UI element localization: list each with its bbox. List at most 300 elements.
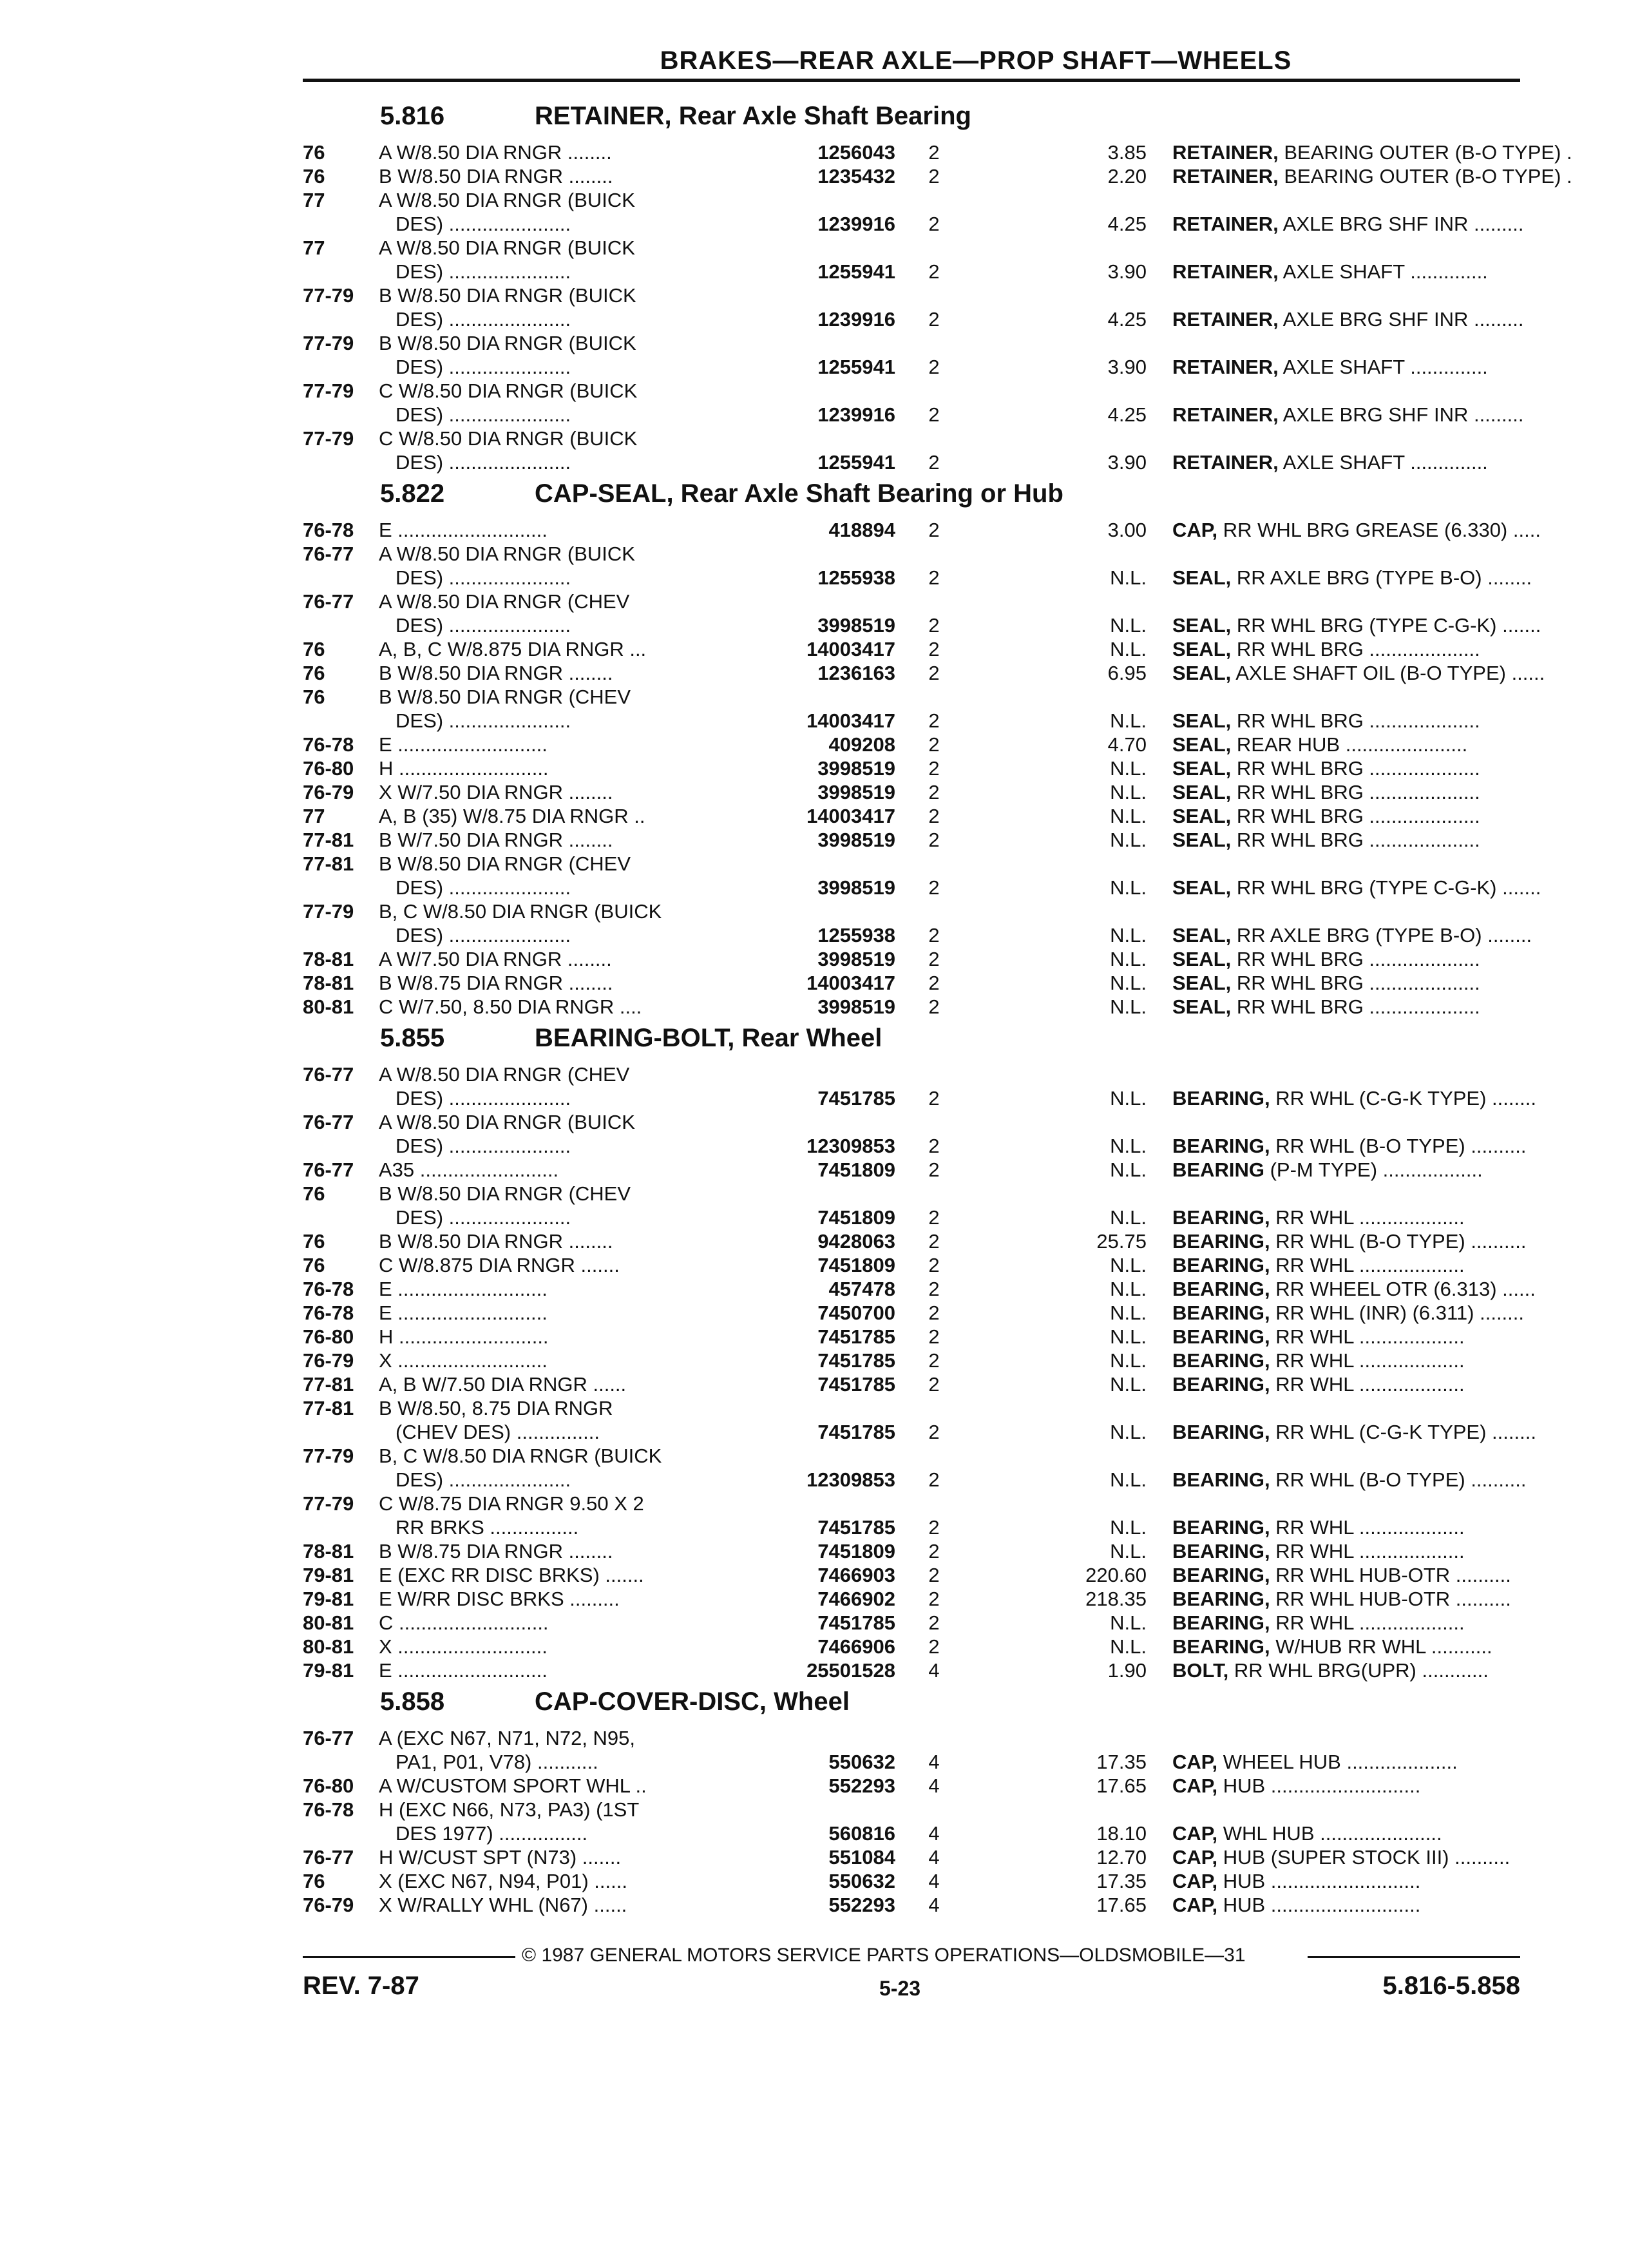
part-name-keyword: SEAL, <box>1172 972 1232 994</box>
part-number: 1239916 <box>817 213 895 235</box>
part-name-keyword: BEARING, <box>1172 1230 1270 1253</box>
part-name <box>1172 709 1520 733</box>
application-description <box>379 1492 714 1539</box>
application-description <box>379 852 714 899</box>
quantity: 2 <box>928 924 940 947</box>
application-description <box>379 1611 714 1635</box>
part-name-detail: AXLE SHAFT .............. <box>1278 451 1488 474</box>
description-line: H ........................... <box>379 757 549 780</box>
section-number: 5.822 <box>380 479 445 508</box>
description-line: PA1, P01, V78) ........... <box>396 1751 598 1773</box>
part-row <box>303 637 1520 661</box>
part-name-detail: RR WHL (B-O TYPE) .......... <box>1270 1468 1527 1491</box>
quantity: 2 <box>928 1254 940 1276</box>
part-number: 560816 <box>828 1822 895 1845</box>
model-years: 76-77 <box>303 1063 354 1086</box>
price: 3.90 <box>1107 260 1147 283</box>
description-line: B W/8.50 DIA RNGR ........ <box>379 165 613 187</box>
price: N.L. <box>1110 1325 1147 1348</box>
part-number: 7451809 <box>817 1206 895 1229</box>
part-name <box>1172 661 1545 685</box>
part-row <box>303 995 1520 1019</box>
part-name-detail: HUB ........................... <box>1217 1870 1421 1892</box>
part-name-keyword: BEARING, <box>1172 1349 1270 1372</box>
part-number: 409208 <box>828 733 895 756</box>
part-row <box>303 1229 1527 1253</box>
part-name-keyword: BEARING, <box>1172 1540 1270 1562</box>
section-number: 5.816 <box>380 102 445 130</box>
quantity: 2 <box>928 1302 940 1324</box>
part-name <box>1172 923 1532 947</box>
description-line: DES) ...................... <box>396 1087 571 1110</box>
application-description <box>379 164 714 188</box>
part-name-detail: RR WHL BRG .................... <box>1231 757 1480 780</box>
description-line: X ........................... <box>379 1635 548 1658</box>
part-row <box>303 188 1524 236</box>
description-line: X W/RALLY WHL (N67) ...... <box>379 1894 627 1916</box>
part-name <box>1172 733 1520 756</box>
application-description <box>379 685 714 733</box>
part-name <box>1172 1301 1525 1325</box>
part-name-detail: RR WHL ................... <box>1270 1516 1465 1539</box>
quantity: 2 <box>928 805 940 827</box>
description-line: E ........................... <box>379 1659 548 1682</box>
part-name-keyword: BEARING, <box>1172 1325 1270 1348</box>
price: 2.20 <box>1107 165 1147 187</box>
description-line: H (EXC N66, N73, PA3) (1ST <box>379 1798 640 1821</box>
part-name <box>1172 613 1541 637</box>
part-number: 7451785 <box>817 1611 895 1634</box>
description-line: H W/CUST SPT (N73) ....... <box>379 1846 622 1869</box>
part-name <box>1172 1750 1520 1774</box>
part-row <box>303 1182 1520 1229</box>
part-name-keyword: BEARING, <box>1172 1421 1270 1443</box>
model-years: 76-80 <box>303 757 354 780</box>
price: N.L. <box>1110 638 1147 660</box>
quantity: 2 <box>928 733 940 756</box>
part-row <box>303 804 1520 828</box>
part-name-detail: RR WHL ................... <box>1270 1540 1465 1562</box>
description-line: A (EXC N67, N71, N72, N95, <box>379 1727 636 1749</box>
part-name-keyword: BEARING, <box>1172 1278 1270 1300</box>
description-line: B W/8.50 DIA RNGR (CHEV <box>379 1182 631 1205</box>
part-name <box>1172 876 1541 899</box>
part-name-keyword: BEARING, <box>1172 1611 1270 1634</box>
price: 6.95 <box>1107 662 1147 684</box>
model-years: 76-79 <box>303 1894 354 1916</box>
price: 17.35 <box>1096 1751 1147 1773</box>
price: N.L. <box>1110 1302 1147 1324</box>
application-description <box>379 1110 714 1158</box>
application-description <box>379 756 714 780</box>
part-name-detail: RR WHL ................... <box>1270 1254 1465 1276</box>
description-line: (CHEV DES) ............... <box>396 1421 600 1443</box>
part-name-keyword: BEARING, <box>1172 1302 1270 1324</box>
copyright-notice: © 1987 GENERAL MOTORS SERVICE PARTS OPERATIONS—OLDSMOBILE—31 <box>522 1945 1246 1966</box>
description-line: DES) ...................... <box>396 308 571 331</box>
part-row <box>303 899 1532 947</box>
part-number: 1255938 <box>817 924 895 947</box>
part-number: 552293 <box>828 1774 895 1797</box>
description-line: DES) ...................... <box>396 1135 571 1157</box>
description-line: X ........................... <box>379 1349 548 1372</box>
price: N.L. <box>1110 1087 1147 1110</box>
part-name-keyword: RETAINER, <box>1172 165 1279 187</box>
description-line: DES) ...................... <box>396 566 571 589</box>
model-years: 77 <box>303 805 325 827</box>
part-name-detail: RR WHL BRG .................... <box>1231 805 1480 827</box>
description-line: X (EXC N67, N94, P01) ...... <box>379 1870 627 1892</box>
part-name-detail: RR WHL BRG .................... <box>1231 709 1480 732</box>
quantity: 2 <box>928 1349 940 1372</box>
application-description <box>379 804 714 828</box>
model-years: 77-81 <box>303 852 354 875</box>
part-row <box>303 756 1520 780</box>
model-years: 76-78 <box>303 1302 354 1324</box>
price: N.L. <box>1110 995 1147 1018</box>
price: N.L. <box>1110 948 1147 970</box>
part-name <box>1172 1635 1520 1658</box>
application-description <box>379 637 714 661</box>
part-number: 552293 <box>828 1894 895 1916</box>
quantity: 2 <box>928 1135 940 1157</box>
quantity: 4 <box>928 1846 940 1869</box>
part-row <box>303 1110 1527 1158</box>
parts-sections <box>303 97 1572 1917</box>
application-description <box>379 1774 714 1798</box>
section-range: 5.816-5.858 <box>1382 1972 1520 2000</box>
model-years: 77-79 <box>303 1492 354 1515</box>
part-number: 1255941 <box>817 260 895 283</box>
part-name-keyword: CAP, <box>1172 1846 1218 1869</box>
part-name-detail: HUB (SUPER STOCK III) .......... <box>1217 1846 1511 1869</box>
part-name-keyword: SEAL, <box>1172 638 1232 660</box>
quantity: 2 <box>928 141 940 164</box>
part-number: 14003417 <box>806 638 895 660</box>
part-name-keyword: SEAL, <box>1172 948 1232 970</box>
page-title: BRAKES—REAR AXLE—PROP SHAFT—WHEELS <box>660 46 1292 75</box>
price: 18.10 <box>1096 1822 1147 1845</box>
part-number: 7451785 <box>817 1421 895 1443</box>
description-line: B W/8.75 DIA RNGR ........ <box>379 972 613 994</box>
model-years: 76-78 <box>303 1278 354 1300</box>
quantity: 2 <box>928 165 940 187</box>
model-years: 76 <box>303 1230 325 1253</box>
description-line: E W/RR DISC BRKS ......... <box>379 1588 620 1610</box>
part-number: 12309853 <box>806 1135 895 1157</box>
price: N.L. <box>1110 1540 1147 1562</box>
application-description <box>379 1893 714 1917</box>
model-years: 76-77 <box>303 543 354 565</box>
description-line: DES) ...................... <box>396 614 571 637</box>
price: 3.90 <box>1107 356 1147 378</box>
part-name-detail: RR WHL BRG (TYPE C-G-K) ....... <box>1231 876 1541 899</box>
model-years: 79-81 <box>303 1588 354 1610</box>
model-years: 76-78 <box>303 733 354 756</box>
part-name-keyword: RETAINER, <box>1172 213 1279 235</box>
model-years: 76-80 <box>303 1325 354 1348</box>
part-number: 418894 <box>828 519 895 541</box>
model-years: 76-77 <box>303 590 354 613</box>
part-name <box>1172 995 1520 1019</box>
description-line: B W/8.75 DIA RNGR ........ <box>379 1540 613 1562</box>
page-number: 5-23 <box>879 1977 921 2000</box>
part-number: 3998519 <box>817 995 895 1018</box>
part-name-keyword: SEAL, <box>1172 614 1232 637</box>
part-number: 12309853 <box>806 1468 895 1491</box>
price: N.L. <box>1110 1158 1147 1181</box>
section-header <box>303 1019 1520 1062</box>
part-name-keyword: BEARING, <box>1172 1468 1270 1491</box>
part-name-keyword: BEARING, <box>1172 1516 1270 1539</box>
part-row <box>303 1611 1520 1635</box>
quantity: 2 <box>928 972 940 994</box>
part-name-detail: RR WHL HUB-OTR .......... <box>1270 1564 1511 1586</box>
part-name-detail: HUB ........................... <box>1217 1894 1421 1916</box>
price: 4.70 <box>1107 733 1147 756</box>
application-description <box>379 140 714 164</box>
part-name <box>1172 307 1524 331</box>
description-line: E ........................... <box>379 733 548 756</box>
part-name-detail: AXLE BRG SHF INR ......... <box>1278 308 1524 331</box>
quantity: 2 <box>928 709 940 732</box>
part-row <box>303 1539 1520 1563</box>
part-row <box>303 1726 1520 1774</box>
description-line: DES) ...................... <box>396 1206 571 1229</box>
description-line: DES) ...................... <box>396 451 571 474</box>
part-row <box>303 1845 1520 1869</box>
application-description <box>379 1563 714 1587</box>
quantity: 4 <box>928 1659 940 1682</box>
model-years: 76-78 <box>303 1798 354 1821</box>
part-number: 1239916 <box>817 403 895 426</box>
part-name <box>1172 1845 1520 1869</box>
model-years: 76 <box>303 141 325 164</box>
part-name-keyword: SEAL, <box>1172 805 1232 827</box>
model-years: 76-79 <box>303 1349 354 1372</box>
description-line: DES 1977) ................ <box>396 1822 588 1845</box>
price: N.L. <box>1110 829 1147 851</box>
part-number: 1256043 <box>817 141 895 164</box>
application-description <box>379 947 714 971</box>
description-line: B W/8.50 DIA RNGR (CHEV <box>379 852 631 875</box>
part-number: 7451809 <box>817 1540 895 1562</box>
part-name <box>1172 260 1520 284</box>
quantity: 2 <box>928 1278 940 1300</box>
part-number: 3998519 <box>817 781 895 803</box>
price: 17.35 <box>1096 1870 1147 1892</box>
part-name-detail: RR WHL ................... <box>1270 1611 1465 1634</box>
price: N.L. <box>1110 924 1147 947</box>
part-name-keyword: CAP, <box>1172 519 1218 541</box>
part-name-keyword: CAP, <box>1172 1774 1218 1797</box>
description-line: A W/8.50 DIA RNGR ........ <box>379 141 612 164</box>
part-name-detail: RR AXLE BRG (TYPE B-O) ........ <box>1231 566 1532 589</box>
model-years: 76-80 <box>303 1774 354 1797</box>
part-name-keyword: BEARING, <box>1172 1135 1270 1157</box>
description-line: A, B, C W/8.875 DIA RNGR ... <box>379 638 647 660</box>
model-years: 80-81 <box>303 1611 354 1634</box>
part-name-detail: RR WHL (C-G-K TYPE) ........ <box>1270 1087 1536 1110</box>
part-number: 550632 <box>828 1870 895 1892</box>
application-description <box>379 427 714 474</box>
part-name-detail: RR WHL BRG (TYPE C-G-K) ....... <box>1231 614 1541 637</box>
price: 3.90 <box>1107 451 1147 474</box>
application-description <box>379 1372 714 1396</box>
description-line: C W/8.50 DIA RNGR (BUICK <box>379 427 638 450</box>
application-description <box>379 780 714 804</box>
part-name-detail: RR AXLE BRG (TYPE B-O) ........ <box>1231 924 1532 947</box>
part-row <box>303 1277 1536 1301</box>
part-name-detail: W/HUB RR WHL ........... <box>1270 1635 1492 1658</box>
part-name <box>1172 1587 1520 1611</box>
quantity: 2 <box>928 614 940 637</box>
part-name-detail: WHEEL HUB .................... <box>1217 1751 1458 1773</box>
part-name-detail: WHL HUB ...................... <box>1217 1822 1442 1845</box>
price: 220.60 <box>1085 1564 1147 1586</box>
description-line: B W/8.50 DIA RNGR ........ <box>379 1230 613 1253</box>
part-number: 14003417 <box>806 972 895 994</box>
model-years: 76 <box>303 686 325 708</box>
footer-rule-right <box>1308 1956 1520 1958</box>
description-line: B W/8.50 DIA RNGR (BUICK <box>379 332 636 354</box>
description-line: B, C W/8.50 DIA RNGR (BUICK <box>379 1445 662 1467</box>
model-years: 77-79 <box>303 900 354 923</box>
application-description <box>379 236 714 284</box>
part-name-keyword: RETAINER, <box>1172 260 1279 283</box>
part-number: 7451785 <box>817 1516 895 1539</box>
part-name <box>1172 1515 1520 1539</box>
part-name-detail: RR WHL (INR) (6.311) ........ <box>1270 1302 1525 1324</box>
footer-rule-left <box>303 1956 515 1958</box>
model-years: 77-79 <box>303 1445 354 1467</box>
description-line: A W/8.50 DIA RNGR (BUICK <box>379 543 635 565</box>
application-description <box>379 1229 714 1253</box>
price: N.L. <box>1110 876 1147 899</box>
part-name <box>1172 1563 1520 1587</box>
part-name-detail: AXLE BRG SHF INR ......... <box>1278 403 1524 426</box>
application-description <box>379 379 714 427</box>
application-description <box>379 1726 714 1774</box>
application-description <box>379 1277 714 1301</box>
part-number: 1236163 <box>817 662 895 684</box>
part-name-keyword: SEAL, <box>1172 876 1232 899</box>
part-number: 25501528 <box>806 1659 895 1682</box>
part-name <box>1172 828 1520 852</box>
quantity: 4 <box>928 1751 940 1773</box>
part-number: 1239916 <box>817 308 895 331</box>
part-number: 3998519 <box>817 614 895 637</box>
description-line: A W/8.50 DIA RNGR (BUICK <box>379 236 635 259</box>
part-row <box>303 379 1524 427</box>
price: 4.25 <box>1107 403 1147 426</box>
price: 17.65 <box>1096 1774 1147 1797</box>
model-years: 77-79 <box>303 380 354 402</box>
application-description <box>379 995 714 1019</box>
part-name <box>1172 1420 1536 1444</box>
description-line: E ........................... <box>379 519 548 541</box>
part-number: 3998519 <box>817 948 895 970</box>
application-description <box>379 1798 714 1845</box>
quantity: 4 <box>928 1822 940 1845</box>
description-line: DES) ...................... <box>396 709 571 732</box>
part-name-keyword: CAP, <box>1172 1870 1218 1892</box>
description-line: C W/8.75 DIA RNGR 9.50 X 2 <box>379 1492 644 1515</box>
part-name-keyword: RETAINER, <box>1172 141 1279 164</box>
part-name-detail: BEARING OUTER (B-O TYPE) . <box>1278 165 1572 187</box>
part-name <box>1172 1206 1520 1229</box>
part-name <box>1172 947 1520 971</box>
price: N.L. <box>1110 1135 1147 1157</box>
model-years: 76 <box>303 1870 325 1892</box>
part-name-detail: RR WHL (B-O TYPE) .......... <box>1270 1230 1527 1253</box>
quantity: 2 <box>928 876 940 899</box>
part-name-detail: AXLE BRG SHF INR ......... <box>1278 213 1524 235</box>
part-row <box>303 1774 1520 1798</box>
part-name <box>1172 1893 1520 1917</box>
description-line: DES) ...................... <box>396 1468 571 1491</box>
description-line: B, C W/8.50 DIA RNGR (BUICK <box>379 900 662 923</box>
price: N.L. <box>1110 1349 1147 1372</box>
part-name-detail: AXLE SHAFT OIL (B-O TYPE) ...... <box>1231 662 1545 684</box>
description-line: E ........................... <box>379 1302 548 1324</box>
part-name <box>1172 355 1520 379</box>
part-row <box>303 1301 1525 1325</box>
quantity: 2 <box>928 1611 940 1634</box>
part-name-keyword: SEAL, <box>1172 709 1232 732</box>
part-name <box>1172 971 1520 995</box>
quantity: 2 <box>928 995 940 1018</box>
part-row <box>303 1587 1520 1611</box>
price: N.L. <box>1110 614 1147 637</box>
application-description <box>379 1845 714 1869</box>
quantity: 4 <box>928 1870 940 1892</box>
section-title: BEARING-BOLT, Rear Wheel <box>535 1024 882 1052</box>
description-line: A35 ......................... <box>379 1158 559 1181</box>
model-years: 77-79 <box>303 332 354 354</box>
application-description <box>379 188 714 236</box>
description-line: E ........................... <box>379 1278 548 1300</box>
part-row <box>303 1325 1520 1349</box>
price: N.L. <box>1110 1611 1147 1634</box>
description-line: DES) ...................... <box>396 213 571 235</box>
part-name-detail: RR WHL ................... <box>1270 1349 1465 1372</box>
part-row <box>303 852 1541 899</box>
description-line: C W/7.50, 8.50 DIA RNGR .... <box>379 995 642 1018</box>
part-name <box>1172 1658 1520 1682</box>
part-name-detail: RR WHL BRG .................... <box>1231 972 1480 994</box>
price: 4.25 <box>1107 213 1147 235</box>
part-name-keyword: BEARING, <box>1172 1373 1270 1396</box>
part-row <box>303 542 1532 590</box>
description-line: A W/8.50 DIA RNGR (BUICK <box>379 1111 635 1133</box>
description-line: H ........................... <box>379 1325 549 1348</box>
quantity: 2 <box>928 403 940 426</box>
part-row <box>303 284 1524 331</box>
application-description <box>379 1869 714 1893</box>
price: N.L. <box>1110 781 1147 803</box>
part-row <box>303 1893 1520 1917</box>
part-name-keyword: BEARING, <box>1172 1635 1270 1658</box>
application-description <box>379 1158 714 1182</box>
description-line: A W/7.50 DIA RNGR ........ <box>379 948 612 970</box>
part-name-keyword: BEARING, <box>1172 1087 1270 1110</box>
part-name-keyword: SEAL, <box>1172 733 1232 756</box>
part-name <box>1172 403 1524 427</box>
part-row <box>303 1444 1527 1492</box>
quantity: 2 <box>928 308 940 331</box>
model-years: 79-81 <box>303 1659 354 1682</box>
